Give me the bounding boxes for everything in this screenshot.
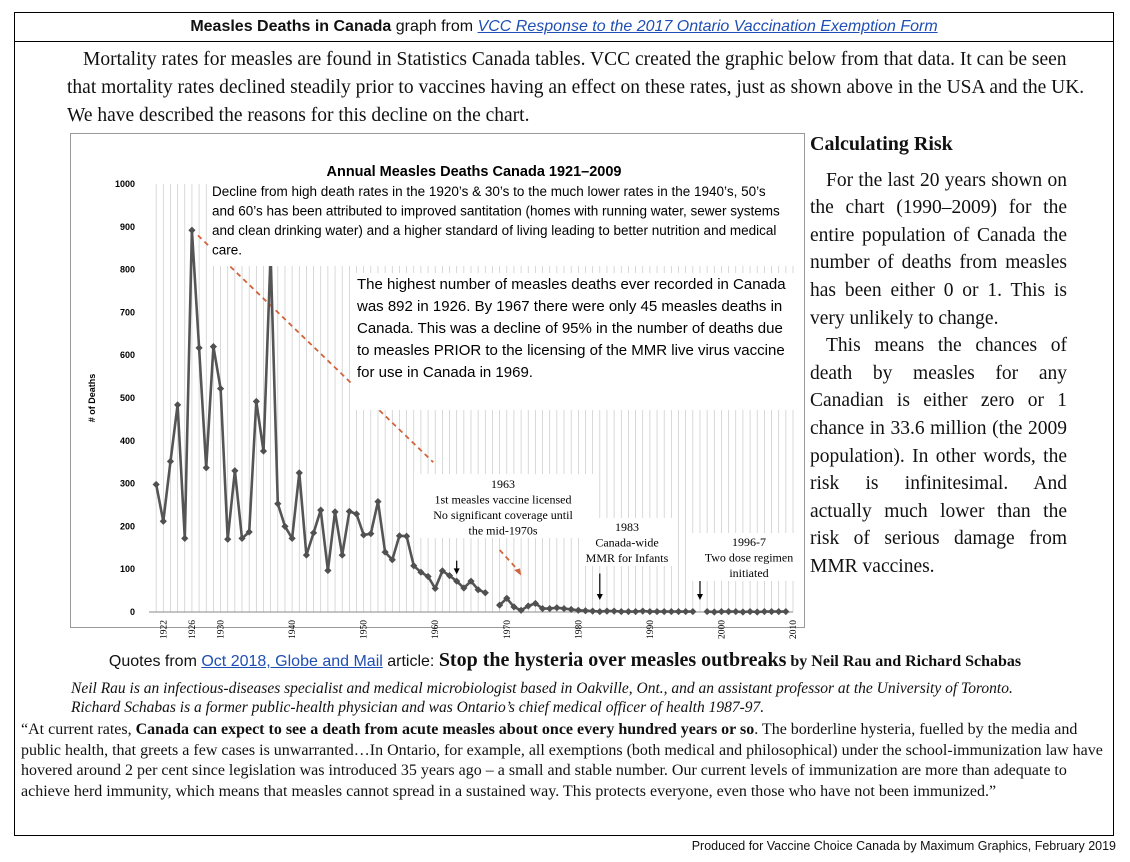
annotation-1983: Canada-wide [595, 535, 659, 550]
data-point [775, 608, 782, 615]
data-point [353, 510, 360, 517]
y-tick-label: 1000 [114, 179, 135, 189]
data-point [725, 608, 732, 615]
data-point [639, 608, 646, 615]
annotation-1963: the mid-1970s [468, 523, 538, 538]
annotation-1983: 1983 [615, 520, 639, 534]
data-point [403, 533, 410, 540]
annotation-1963: 1963 [491, 477, 515, 491]
data-point [782, 608, 789, 615]
x-tick-label: 1922 [159, 620, 170, 639]
x-tick-label: 1990 [645, 620, 656, 639]
y-tick-label: 800 [119, 264, 135, 275]
data-point [675, 608, 682, 615]
risk-paragraph-1: For the last 20 years shown on the chart (1990–2009) for the entire population of Canada the number of deaths from measles has been either 0 or 1. This is very unlikely to change. [810, 169, 1067, 329]
data-point [274, 500, 281, 507]
chart-svg [71, 134, 806, 639]
data-point [331, 508, 338, 515]
annotation-1996: 1996-7 [732, 535, 766, 549]
data-point [174, 401, 181, 408]
article-byline: by Neil Rau and Richard Schabas [786, 653, 1022, 670]
data-point [618, 608, 625, 615]
annotation-highest: Canada. This was a decline of 95% in the number of deaths due [357, 320, 783, 337]
data-point [761, 608, 768, 615]
data-point [167, 458, 174, 465]
header-mid-text: graph from [391, 18, 478, 35]
y-tick-label: 900 [119, 221, 135, 232]
trend-arrow-head [514, 568, 521, 575]
annotation-decline: and 60’s has been attributed to improved santitation (homes with running water, sewer systems [212, 203, 780, 219]
y-tick-label: 700 [119, 307, 135, 318]
data-point [188, 227, 195, 234]
data-point [546, 605, 553, 612]
data-point [625, 608, 632, 615]
document-frame [14, 12, 1114, 836]
x-tick-label: 2010 [789, 620, 799, 639]
data-point [317, 507, 324, 514]
quote-rest: . The borderline hysteria, fuelled by the media and public health, that greets a few cases is unwarranted…In Ontario, for example, all exemptions (both medical and philosophical) under the school-immunization law have hovered around 2 per cent since legislation was introduced 35 years ago – a small and stable number. Our current levels of immunization are more than adequate to achieve herd immunity, which means that measles cannot spread in a sustained way. This protects everyone, even those who have not been immunized.” [21, 721, 1103, 800]
data-point [160, 518, 167, 525]
annotation-highest: The highest number of measles deaths ever recorded in Canada [357, 276, 786, 293]
data-point [396, 532, 403, 539]
x-tick-label: 1930 [216, 620, 227, 639]
annotation-highest: to measles PRIOR to the licensing of the MMR live virus vaccine [357, 342, 785, 359]
annotation-1996: Two dose regimen [704, 550, 794, 565]
y-tick-label: 0 [129, 607, 135, 617]
article-reference [15, 649, 1115, 672]
y-tick-label: 500 [119, 393, 135, 403]
data-point [632, 608, 639, 615]
annotation-highest: was 892 in 1926. By 1967 there were only 45 measles deaths in [357, 298, 783, 315]
data-point [704, 608, 711, 615]
data-point [611, 608, 618, 615]
data-point [732, 608, 739, 615]
header-source-link[interactable]: VCC Response to the 2017 Ontario Vaccination Exemption Form [477, 18, 938, 35]
x-tick-label: 1940 [288, 620, 299, 639]
data-point [360, 531, 367, 538]
data-point [560, 605, 567, 612]
data-point [231, 467, 238, 474]
annotation-1963: 1st measles vaccine licensed [434, 492, 572, 507]
header-bar [15, 13, 1113, 42]
data-point [646, 608, 653, 615]
annotation-decline: care. [212, 242, 243, 258]
data-point [303, 551, 310, 558]
author-bio-rau: Neil Rau is an infectious-diseases specialist and medical microbiologist based in Oakville, Ont., and an assistant professor at the University of Toronto. [71, 680, 1013, 697]
y-tick-label: 300 [119, 478, 135, 489]
data-point [596, 608, 603, 615]
data-point [153, 481, 160, 488]
x-tick-label: 1926 [187, 620, 198, 639]
measles-chart [70, 133, 805, 639]
data-point [589, 608, 596, 615]
data-point [711, 608, 718, 615]
data-point [367, 530, 374, 537]
data-point [582, 607, 589, 614]
trend-arrow-line [500, 550, 519, 571]
risk-sidebar [810, 131, 1067, 581]
risk-paragraph-2: This means the chances of death by measles for any Canadian is either zero or 1 chance in 33.6 million (the 2009 population). In other words, the risk is infinitesimal. And actually much lower than the risk of serious damage from MMR vaccines. [810, 335, 1067, 577]
data-point [661, 608, 668, 615]
annotation-1996: initiated [729, 566, 769, 580]
quotes-suffix: article: [382, 653, 439, 670]
annotation-1963: No significant coverage until [433, 508, 573, 522]
milestone-arrow-1963-head [454, 568, 460, 574]
data-point [224, 536, 231, 543]
globe-and-mail-link[interactable]: Oct 2018, Globe and Mail [201, 653, 383, 670]
x-tick-label: 2000 [717, 620, 728, 639]
milestone-arrow-1983-head [597, 594, 603, 600]
annotation-decline: and clean drinking water) and a higher standard of living leading to better nutrition and medical [212, 223, 777, 238]
footer-credit: Produced for Vaccine Choice Canada by Maximum Graphics, February 2019 [691, 839, 1116, 853]
risk-heading: Calculating Risk [810, 133, 953, 155]
data-point [346, 508, 353, 515]
quote-bold: Canada can expect to see a death from acute measles about once every hundred years or so [135, 721, 755, 738]
annotation-highest: for use in Canada in 1969. [357, 364, 533, 381]
data-point [210, 343, 217, 350]
data-point [217, 385, 224, 392]
data-point [296, 469, 303, 476]
y-tick-label: 100 [119, 564, 135, 575]
article-headline: Stop the hysteria over measles outbreaks [438, 649, 787, 671]
data-point [310, 529, 317, 536]
data-point [754, 608, 761, 615]
y-tick-label: 600 [119, 350, 135, 361]
chart-title: Annual Measles Deaths Canada 1921–2009 [326, 164, 622, 180]
milestone-arrow-1997-head [697, 594, 703, 600]
data-point [482, 589, 489, 596]
x-tick-label: 1970 [502, 620, 513, 639]
data-point [768, 608, 775, 615]
y-axis-label: # of Deaths [87, 373, 97, 423]
y-tick-label: 200 [119, 521, 135, 532]
data-point [668, 608, 675, 615]
data-point [575, 607, 582, 614]
y-tick-label: 400 [119, 435, 135, 446]
x-tick-label: 1950 [359, 620, 370, 639]
intro-paragraph: Mortality rates for measles are found in Statistics Canada tables. VCC created the graphic below from that data. It can be seen that mortality rates declined steadily prior to vaccines having an effect on these rates, just as shown above in the USA and the UK. We have described the reasons for this decline on the chart. [67, 49, 1085, 126]
quotes-prefix: Quotes from [108, 653, 202, 670]
author-bio-schabas: Richard Schabas is a former public-health physician and was Ontario’s chief medical officer of health 1987-97. [71, 699, 765, 716]
data-point [374, 498, 381, 505]
data-point [195, 344, 202, 351]
data-point [260, 447, 267, 454]
data-point [682, 608, 689, 615]
x-tick-label: 1960 [431, 620, 442, 639]
data-point [324, 567, 331, 574]
annotation-decline: Decline from high death rates in the 1920’s & 30’s to the much lower rates in the 1940’s, 50’s [212, 184, 766, 199]
data-point [339, 551, 346, 558]
annotation-1983: MMR for Infants [585, 551, 669, 565]
data-point [689, 608, 696, 615]
article-quote [21, 720, 1109, 802]
data-point [181, 535, 188, 542]
data-point [603, 608, 610, 615]
data-point [553, 604, 560, 611]
data-point [203, 464, 210, 471]
data-point [718, 608, 725, 615]
data-point [746, 608, 753, 615]
quote-open: “At current rates, [21, 721, 136, 738]
author-bio [71, 679, 1101, 717]
x-tick-label: 1980 [574, 620, 585, 639]
header-title: Measles Deaths in Canada [190, 18, 392, 35]
data-point [653, 608, 660, 615]
data-point [739, 608, 746, 615]
data-point [253, 398, 260, 405]
